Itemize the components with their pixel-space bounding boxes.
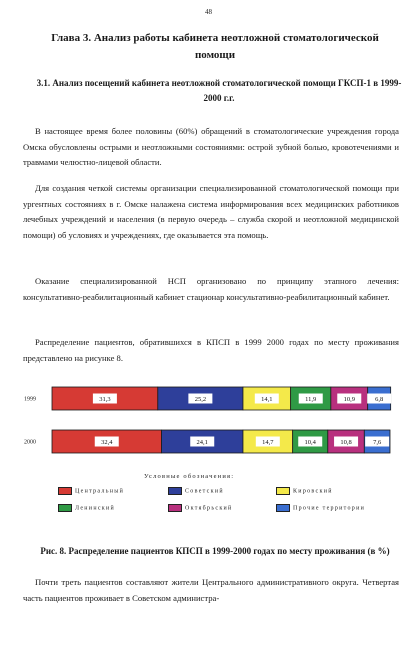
data-label: 14,1 xyxy=(261,396,273,403)
data-label: 11,9 xyxy=(305,396,317,403)
closing-paragraph-text: Почти треть пациентов составляют жители Центрального административного округа. Четвертая часть пациентов проживает в Советском администра- xyxy=(23,577,399,603)
data-label: 10,8 xyxy=(340,439,352,446)
legend-swatch xyxy=(58,487,72,495)
data-label: 7,6 xyxy=(373,439,382,446)
paragraph-4 xyxy=(23,335,399,366)
legend-label: Ленинский xyxy=(75,505,116,512)
legend-item-sovetsky xyxy=(168,487,224,495)
legend-item-kirovsky xyxy=(276,487,333,495)
legend-label: Прочие территории xyxy=(293,505,366,512)
data-label: 10,9 xyxy=(343,396,355,403)
page-number: 48 xyxy=(205,8,212,16)
y-tick-label: 1999 xyxy=(24,396,36,403)
data-label: 32,4 xyxy=(101,439,113,446)
legend-label: Октябрьский xyxy=(185,505,233,512)
legend-swatch xyxy=(168,504,182,512)
paragraph-4-text: Распределение пациентов, обратившихся в КПСП в 1999 2000 годах по месту проживания представлено на рисунке 8. xyxy=(23,337,399,363)
chart-legend xyxy=(58,487,388,519)
legend-label: Центральный xyxy=(75,488,125,495)
paragraph-2-text: Для создания четкой системы организации специализированной стоматологической помощи при ургентных состояниях в г. Омске налажена система информирования всех медицинских работников лечебных учреждений и населения (в первую очередь – служба скорой и неотложной медицинской помощи) об условиях и учреждениях, где оказывается эта помощь. xyxy=(23,183,399,240)
paragraph-3-text: Оказание специализированной НСП организовано по принципу этапного лечения: консультативно-реабилитационный кабинет стационар консультативно-реабилитационный кабинет. xyxy=(23,276,399,302)
legend-item-oktyabrsky xyxy=(168,504,233,512)
legend-item-central xyxy=(58,487,124,495)
data-label: 24,1 xyxy=(196,439,208,446)
data-label: 31,3 xyxy=(99,396,111,403)
y-tick-label: 2000 xyxy=(24,439,36,446)
data-label: 25,2 xyxy=(194,396,207,403)
section-title: 3.1. Анализ посещений кабинета неотложной стоматологической помощи ГКСП-1 в 1999-2000 г.г. xyxy=(36,78,402,103)
legend-swatch xyxy=(58,504,72,512)
data-label: 10,4 xyxy=(304,439,316,446)
legend-swatch xyxy=(276,487,290,495)
legend-swatch xyxy=(276,504,290,512)
legend-label: Советский xyxy=(185,488,224,495)
data-label: 6,8 xyxy=(375,396,384,403)
legend-item-other xyxy=(276,504,365,512)
paragraph-3 xyxy=(23,274,399,305)
legend-title: Условные обозначения: xyxy=(144,473,235,480)
legend-item-leninsky xyxy=(58,504,115,512)
legend-swatch xyxy=(168,487,182,495)
paragraph-1 xyxy=(23,124,399,171)
paragraph-1-text: В настоящее время более половины (60%) обращений в стоматологические учреждения города Омска обусловлены острыми и неотложными состояниями: острой зубной болью, кровотечениями и травмами челюстно-лицевой области. xyxy=(23,126,399,167)
chapter-title: Глава 3. Анализ работы кабинета неотложной стоматологической помощи xyxy=(51,32,379,61)
closing-paragraph xyxy=(23,575,399,606)
legend-label: Кировский xyxy=(293,488,333,495)
paragraph-2 xyxy=(23,181,399,243)
figure-caption: Рис. 8. Распределение пациентов КПСП в 1999-2000 годах по месту проживания (в %) xyxy=(40,546,390,556)
data-label: 14,7 xyxy=(262,439,274,446)
